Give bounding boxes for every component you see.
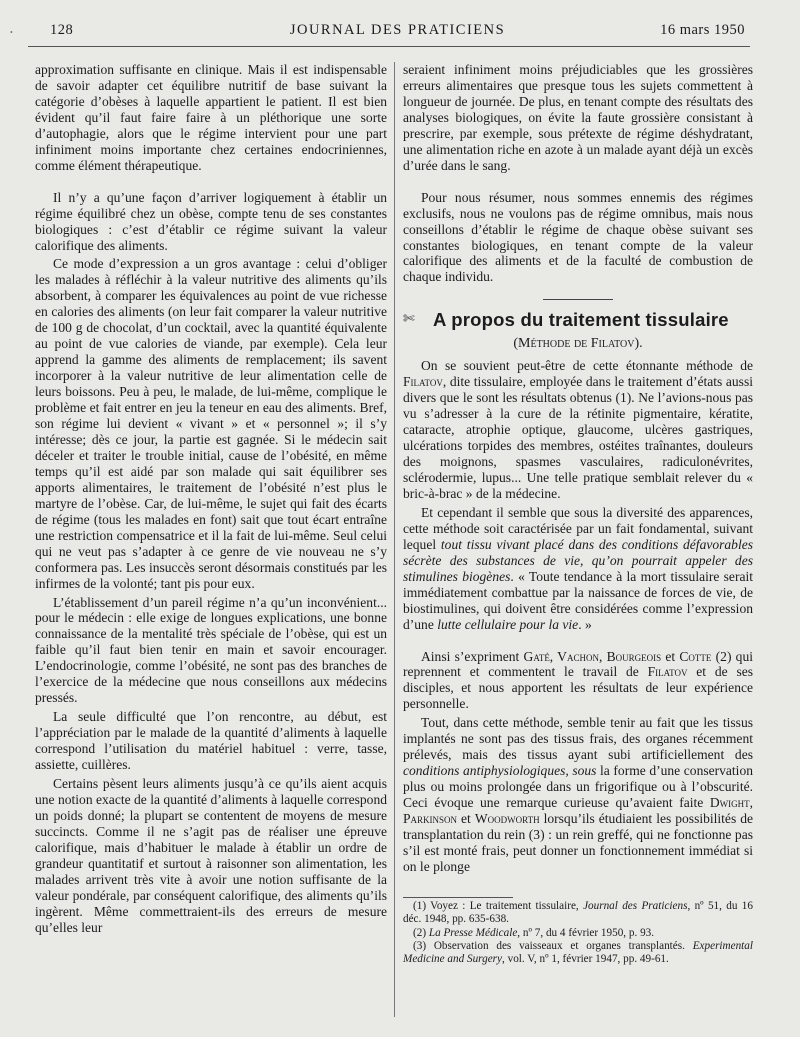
footnote: (1) Voyez : Le traitement tissulaire, Journal des Praticiens, nº 51, du 16 déc. 1948, pp. 635-638. — [403, 899, 753, 926]
paragraph: seraient infiniment moins préjudiciables que les grossières erreurs alimentaires que presque tous les sujets commettent à longueur de journée. De plus, en tenant compte des résultats des analyses biologiques, on évite la faute grossière consistant à prescrire, par exemple, sous prétexte de régime déshydratant, une alimentation riche en azote à un malade ayant déjà un excès d’urée dans le sang. — [403, 62, 753, 173]
footnotes — [403, 897, 753, 967]
paragraph: Ainsi s’expriment Gaté, Vachon, Bourgeois et Cotte (2) qui reprennent et commentent le travail de Filatov et de ses disciples, et nous apportent les résultats de leur expérience personnelle. — [403, 648, 753, 712]
paragraph: Certains pèsent leurs aliments jusqu’à ce qu’ils aient acquis une notion exacte de la quantité d’aliments à laquelle correspond un poids donné; la plupart se contentent de moyens de mesure succincts. Comme il ne s’agit pas de réaliser une épreuve calorifique, mais d’habituer le malade à établir un ordre de grandeur quantitatif et surtout à raisonner son alimentation, les malades arrivent très vite à avoir une notion suffisante de la valeur pondérale, par conséquent calorifique, des aliments qu’ils ingèrent. Même commettraient-ils des erreurs de mesure qu’elles leur — [35, 775, 387, 935]
journal-title: JOURNAL DES PRATICIENS — [289, 22, 506, 38]
left-column — [35, 62, 387, 936]
author-names: Gaté, Vachon, Bourgeois — [523, 648, 662, 664]
article-subtitle: (Méthode de Filatov). — [513, 336, 643, 352]
header-rule — [28, 46, 750, 47]
footnote-rule — [403, 897, 513, 898]
paragraph: Tout, dans cette méthode, semble tenir au fait que les tissus implantés ne sont pas des tissus frais, des organes récemment prélevés, mais des tissus ayant subi artificiellement des conditions antiphysiologiques, sous la forme d’une conservation plus ou moins prolongée dans un frigorifique ou à l’obscurité. Ceci évoque une remarque curieuse qu’avaient faite Dwight, Parkinson et Woodworth lorsqu’ils étudiaient les possibilités de transplantation du rein (3) : un rein greffé, qui ne fonctionne pas s’il est monté frais, peut donner un fonctionnement immédiat si on le plonge — [403, 715, 754, 874]
author-names: Dwight, Parkinson — [403, 795, 753, 827]
fleuron-icon: ✄ — [403, 311, 415, 328]
emphasis: lutte cellulaire pour la vie — [437, 616, 579, 632]
paragraph: Ce mode d’expression a un gros avantage : celui d’obliger les malades à réfléchir à la valeur nutritive des aliments qu’ils absorbent, à comparer les équivalences au point de vue richesse en calories des aliments (on leur fait comparer la valeur nutritive de 100 g de chocolat, d’un cocktail, avec la quantité équivalente au point de vue calories de viande, par exemple). Cela leur apprend la gamme des aliments de remplacement; ils savent incorporer à la valeur nutritive de leur alimentation celle de leurs boissons. Peu à peu, le malade, de lui-même, complique le problème et fait entrer en jeu la teneur en eau des aliments. Bref, son régime lui devient « vivant » et « personnel »; il s’y intéresse; dès ce jour, la partie est gagnée. Si le médecin sait déceler et traiter le trouble initial, cause de l’obésité, en même temps qu’il est aidé par son malade qui sait équilibrer ses apports alimentaires, le traitement de l’obésité n’est plus le martyre de l’obèse. Car, de lui-même, le sujet qui fait des écarts de régime (tous les malades en font) sait que tout écart entraîne une restriction compensatrice et il la fait de lui-même. Seul celui qui ne veut pas s’adapter à ce genre de vie nouveau ne s’y conformera pas. Les insuccès seront désormais constitués par les infirmes de la volonté; tant pis pour eux. — [35, 256, 387, 591]
emphasis: tout tissu vivant placé dans des conditions défavorables sécrète des substances de vie, qu’on pourrait appeler des stimulines biogènes — [403, 536, 753, 584]
paragraph: approximation suffisante en clinique. Mais il est indispensable de savoir adapter cet équilibre nutritif de base suivant la catégorie d’obèses à laquelle appartient le patient. Il est bien évident qu’il faut faire faire à un pléthorique une sorte d’autophagie, alors que le régime intervient pour une part infiniment moins importante chez certaines endocriniennes, comme élément thérapeutique. — [35, 62, 387, 173]
paragraph: Pour nous résumer, nous sommes ennemis des régimes exclusifs, nous ne voulons pas de régime omnibus, mais nous conseillons d’établir le régime de chaque obèse suivant ses constantes biologiques, en tenant compte de la valeur calorifique des aliments et de la faculté de combustion de chaque individu. — [403, 189, 753, 285]
article-heading — [403, 309, 753, 331]
paragraph: La seule difficulté que l’on rencontre, au début, est l’appréciation par le malade de la quantité d’aliments à laquelle correspond l’utilisation du matériel habituel : verre, tasse, assiette, cuillères. — [35, 709, 387, 773]
column-divider — [394, 62, 395, 1017]
footnote: (2) La Presse Médicale, nº 7, du 4 février 1950, p. 93. — [413, 926, 655, 939]
article-title: A propos du traitement tissulaire — [433, 309, 729, 331]
margin-mark: • — [10, 28, 13, 37]
page-header — [50, 22, 745, 44]
author-name: Filatov — [403, 374, 443, 390]
issue-date: 16 mars 1950 — [660, 22, 745, 38]
author-name: Cotte — [679, 648, 712, 664]
paragraph: On se souvient peut-être de cette étonnante méthode de Filatov, dite tissulaire, employée dans le traitement d’états aussi divers que le sont les résultats obtenus (1). Ne l’avions-nous pas vu s’adresser à la cure de la rétinite pigmentaire, kératite, cataracte, atrophie optique, glaucome, ulcères gastriques, ulcérations torpides des membres, ostéites traînantes, douleurs des moignons, spasmes vasculaires, radiculonévrites, sclérodermie, lupus... Une telle pratique semblait relever du « bric-à-brac » de la médecine. — [403, 358, 753, 501]
author-name: Woodworth — [474, 811, 540, 827]
footnote: (3) Observation des vaisseaux et organes transplantés. Experimental Medicine and Surgery, vol. V, nº 1, février 1947, pp. 49-61. — [403, 940, 753, 966]
page-number: 128 — [50, 22, 74, 38]
author-name: Filatov — [647, 664, 688, 680]
emphasis: conditions antiphysiologiques, sous — [403, 763, 597, 779]
paragraph: Et cependant il semble que sous la diversité des apparences, cette méthode soit caractérisée par un fait fondamental, suivant lequel tout tissu vivant placé dans des conditions défavorables sécrète des substances de vie, qu’on pourrait appeler des stimulines biogènes. « Toute tendance à la mort tissulaire serait immédiatement combattue par la naissance de forces de vie, de biostimulines, qui doivent être considérées comme l’expression d’une lutte cellulaire pour la vie. » — [403, 504, 754, 632]
right-column — [403, 62, 753, 967]
section-separator — [543, 299, 613, 300]
paragraph: L’établissement d’un pareil régime n’a qu’un inconvénient... pour le médecin : elle exige de longues explications, une bonne connaissance de la mentalité très spéciale de l’obèse, qui est un faible qu’il faut bien tenir en main et savoir encourager. L’endocrinologie, comme l’obésité, ne sont pas des branches de l’exercice de la médecine que nous conseillons aux médecins pressés. — [35, 594, 387, 706]
paragraph: Il n’y a qu’une façon d’arriver logiquement à établir un régime équilibré chez un obèse, compte tenu de ses constantes biologiques : c’est d’établir ce régime suivant la valeur calorifique des aliments. — [35, 189, 387, 253]
